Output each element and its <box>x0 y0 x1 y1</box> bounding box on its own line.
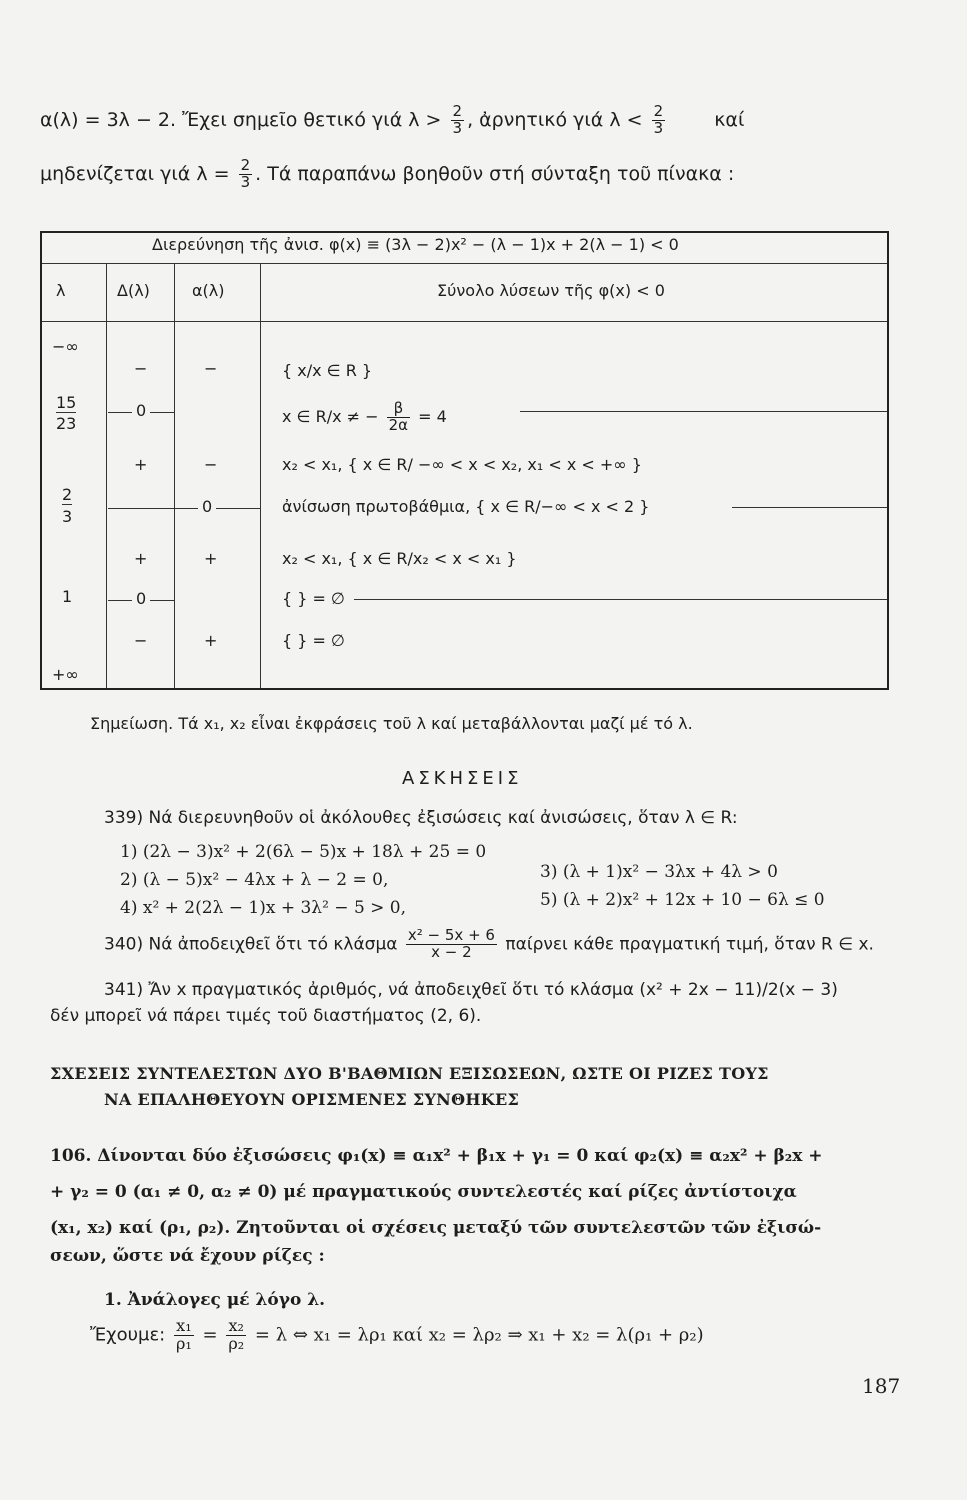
exercises-title: ΑΣΚΗΣΕΙΣ <box>402 768 523 789</box>
exercise-341-line-2: δέν μπορεῖ νά πάρει τιμές τοῦ διαστήματος (2, 6). <box>50 1006 482 1026</box>
eq-rest: = λ ⇔ x₁ = λρ₁ καί x₂ = λρ₂ ⇒ x₁ + x₂ = λ(ρ₁ + ρ₂) <box>254 1324 704 1346</box>
frac-num: x² − 5x + 6 <box>407 926 495 944</box>
frac-num: 2 <box>452 102 463 120</box>
intro-line-2 <box>40 158 734 191</box>
solution-text: = 4 <box>418 406 447 426</box>
frac-num: 2 <box>240 156 251 174</box>
note: Σημείωση. Τά x₁, x₂ εἶναι ἐκφράσεις τοῦ λ καί μεταβάλλονται μαζί μέ τό λ. <box>90 714 693 733</box>
exercise-item: 3) (λ + 1)x² − 3λx + 4λ > 0 <box>540 862 778 882</box>
fraction-two-thirds <box>451 104 465 137</box>
frac-den: ρ₁ <box>175 1333 192 1353</box>
subsection-1-title: 1. Ἀνάλογες μέ λόγο λ. <box>104 1290 326 1310</box>
lambda-minus-inf: −∞ <box>52 337 79 356</box>
exercise-341-line-1: 341) Ἄν x πραγματικός ἀριθμός, νά ἀποδειχθεῖ ὅτι τό κλάσμα (x² + 2x − 11)/2(x − 3) <box>104 980 838 1000</box>
page-number: 187 <box>862 1374 901 1398</box>
frac-den: x − 2 <box>431 942 472 961</box>
exercise-339: 339) Νά διερευνηθοῦν οἱ ἀκόλουθες ἐξισώσεις καί ἀνισώσεις, ὅταν λ ∈ R: <box>104 808 738 828</box>
delta-sign: + <box>134 549 148 568</box>
exercise-item: 4) x² + 2(2λ − 1)x + 3λ² − 5 > 0, <box>120 898 407 918</box>
solution-row: { x/x ∈ R } <box>282 361 373 380</box>
alpha-sign: − <box>204 359 218 378</box>
frac-num: x₁ <box>174 1318 194 1336</box>
header-delta: Δ(λ) <box>117 281 150 300</box>
exercise-340-text-b: παίρνει κάθε πραγματική τιμή, ὅταν R ∈ x. <box>505 934 874 955</box>
frac-den: 3 <box>452 118 463 137</box>
solution-text: x ∈ R/x ≠ − <box>282 406 379 426</box>
delta-sign: − <box>134 359 148 378</box>
subsection-1-equation: Ἔχουμε: $\frac{\text{x₁}}{\text{ρ₁}}$ = $\frac{\text{x₂}}{\text{ρ₂}}$ = λ ⇔ x₁ = λρ₁ καί x₂ = λρ₂ ⇒ x₁ + x₂ = λ(ρ₁ + ρ₂) <box>90 1316 704 1353</box>
frac-den: 3 <box>653 118 664 137</box>
frac-den: 2α <box>388 415 409 434</box>
header-alpha: α(λ) <box>192 281 225 300</box>
header-solution-set: Σύνολο λύσεων τῆς φ(x) < 0 <box>437 281 665 300</box>
exercise-item: 5) (λ + 2)x² + 12x + 10 − 6λ ≤ 0 <box>540 890 825 910</box>
table-title: Διερεύνηση τῆς ἀνισ. φ(x) ≡ (3λ − 2)x² − (λ − 1)x + 2(λ − 1) < 0 <box>152 235 679 254</box>
intro-text-a: α(λ) = 3λ − 2. Ἔχει σημεῖο θετικό γιά λ > <box>40 108 442 131</box>
solution-row: ἀνίσωση πρωτοβάθμια, { x ∈ R/−∞ < x < 2 } <box>282 497 650 516</box>
alpha-sign: + <box>204 631 218 650</box>
lambda-23: 23 <box>56 414 77 433</box>
exercise-item: 2) (λ − 5)x² − 4λx + λ − 2 = 0, <box>120 870 389 890</box>
paragraph-106-line-2: + γ₂ = 0 (α₁ ≠ 0, α₂ ≠ 0) μέ πραγματικούς συντελεστές καί ρίζες ἀντίστοιχα <box>50 1182 797 1202</box>
frac-den: 3 <box>240 172 251 191</box>
frac-num: 2 <box>653 102 664 120</box>
paragraph-106-line-3: (x₁, x₂) καί (ρ₁, ρ₂). Ζητοῦνται οἱ σχέσεις μεταξύ τῶν συντελεστῶν τῶν ἐξισώ- <box>50 1218 822 1238</box>
lambda-2: 2 <box>62 485 73 504</box>
fraction-two-thirds-3 <box>239 158 253 191</box>
lambda-plus-inf: +∞ <box>52 665 79 684</box>
solution-row-beta <box>282 401 447 434</box>
frac-num: x₂ <box>226 1318 246 1336</box>
exercise-340 <box>104 928 874 961</box>
intro-text-c: καί <box>714 108 745 131</box>
intro-line-1 <box>40 104 744 137</box>
delta-sign: 0 <box>136 589 147 608</box>
delta-sign: + <box>134 455 148 474</box>
fraction-two-thirds-2 <box>652 104 666 137</box>
intro-text-b: , ἀρνητικό γιά λ < <box>467 108 643 131</box>
paragraph-106-line-4: σεων, ὥστε νά ἔχουν ρίζες : <box>50 1246 325 1266</box>
solution-row: { } = ∅ <box>282 631 345 650</box>
discussion-table <box>40 231 889 690</box>
frac-den: ρ₂ <box>228 1333 245 1353</box>
alpha-sign: 0 <box>202 497 213 516</box>
header-lambda: λ <box>56 281 66 300</box>
alpha-sign: + <box>204 549 218 568</box>
lambda-15: 15 <box>56 393 77 412</box>
intro-text-e: . Τά παραπάνω βοηθοῦν στή σύνταξη τοῦ πίνακα : <box>255 162 735 185</box>
solution-row: { } = ∅ <box>282 589 345 608</box>
lambda-3: 3 <box>62 507 73 526</box>
delta-sign: 0 <box>136 401 147 420</box>
frac-num: β <box>387 401 410 418</box>
solution-row: x₂ < x₁, { x ∈ R/x₂ < x < x₁ } <box>282 549 517 568</box>
eq-intro: Ἔχουμε: <box>90 1324 166 1346</box>
fraction-x1-rho1 <box>174 1318 194 1353</box>
solution-row: x₂ < x₁, { x ∈ R/ −∞ < x < x₂, x₁ < x < +∞ } <box>282 455 642 474</box>
delta-sign: − <box>134 631 148 650</box>
exercise-item: 1) (2λ − 3)x² + 2(6λ − 5)x + 18λ + 25 = 0 <box>120 842 487 862</box>
exercise-340-text: 340) Νά ἀποδειχθεῖ ὅτι τό κλάσμα <box>104 934 398 955</box>
section-heading-line-2: ΝΑ ΕΠΑΛΗΘΕΥΟΥΝ ΟΡΙΣΜΕΝΕΣ ΣΥΝΘΗΚΕΣ <box>104 1090 520 1109</box>
fraction-x2-rho2 <box>226 1318 246 1353</box>
fraction-beta-2alpha <box>387 401 410 434</box>
fraction-340 <box>406 928 497 961</box>
intro-text-d: μηδενίζεται γιά λ = <box>40 162 230 185</box>
paragraph-106-line-1: 106. Δίνονται δύο ἐξισώσεις φ₁(x) ≡ α₁x² + β₁x + γ₁ = 0 καί φ₂(x) ≡ α₂x² + β₂x + <box>50 1146 823 1166</box>
lambda-1: 1 <box>62 587 73 606</box>
alpha-sign: − <box>204 455 218 474</box>
section-heading-line-1: ΣΧΕΣΕΙΣ ΣΥΝΤΕΛΕΣΤΩΝ ΔΥΟ Β'ΒΑΘΜΙΩΝ ΕΞΙΣΩΣΕΩΝ, ΩΣΤΕ ΟΙ ΡΙΖΕΣ ΤΟΥΣ <box>50 1064 769 1083</box>
